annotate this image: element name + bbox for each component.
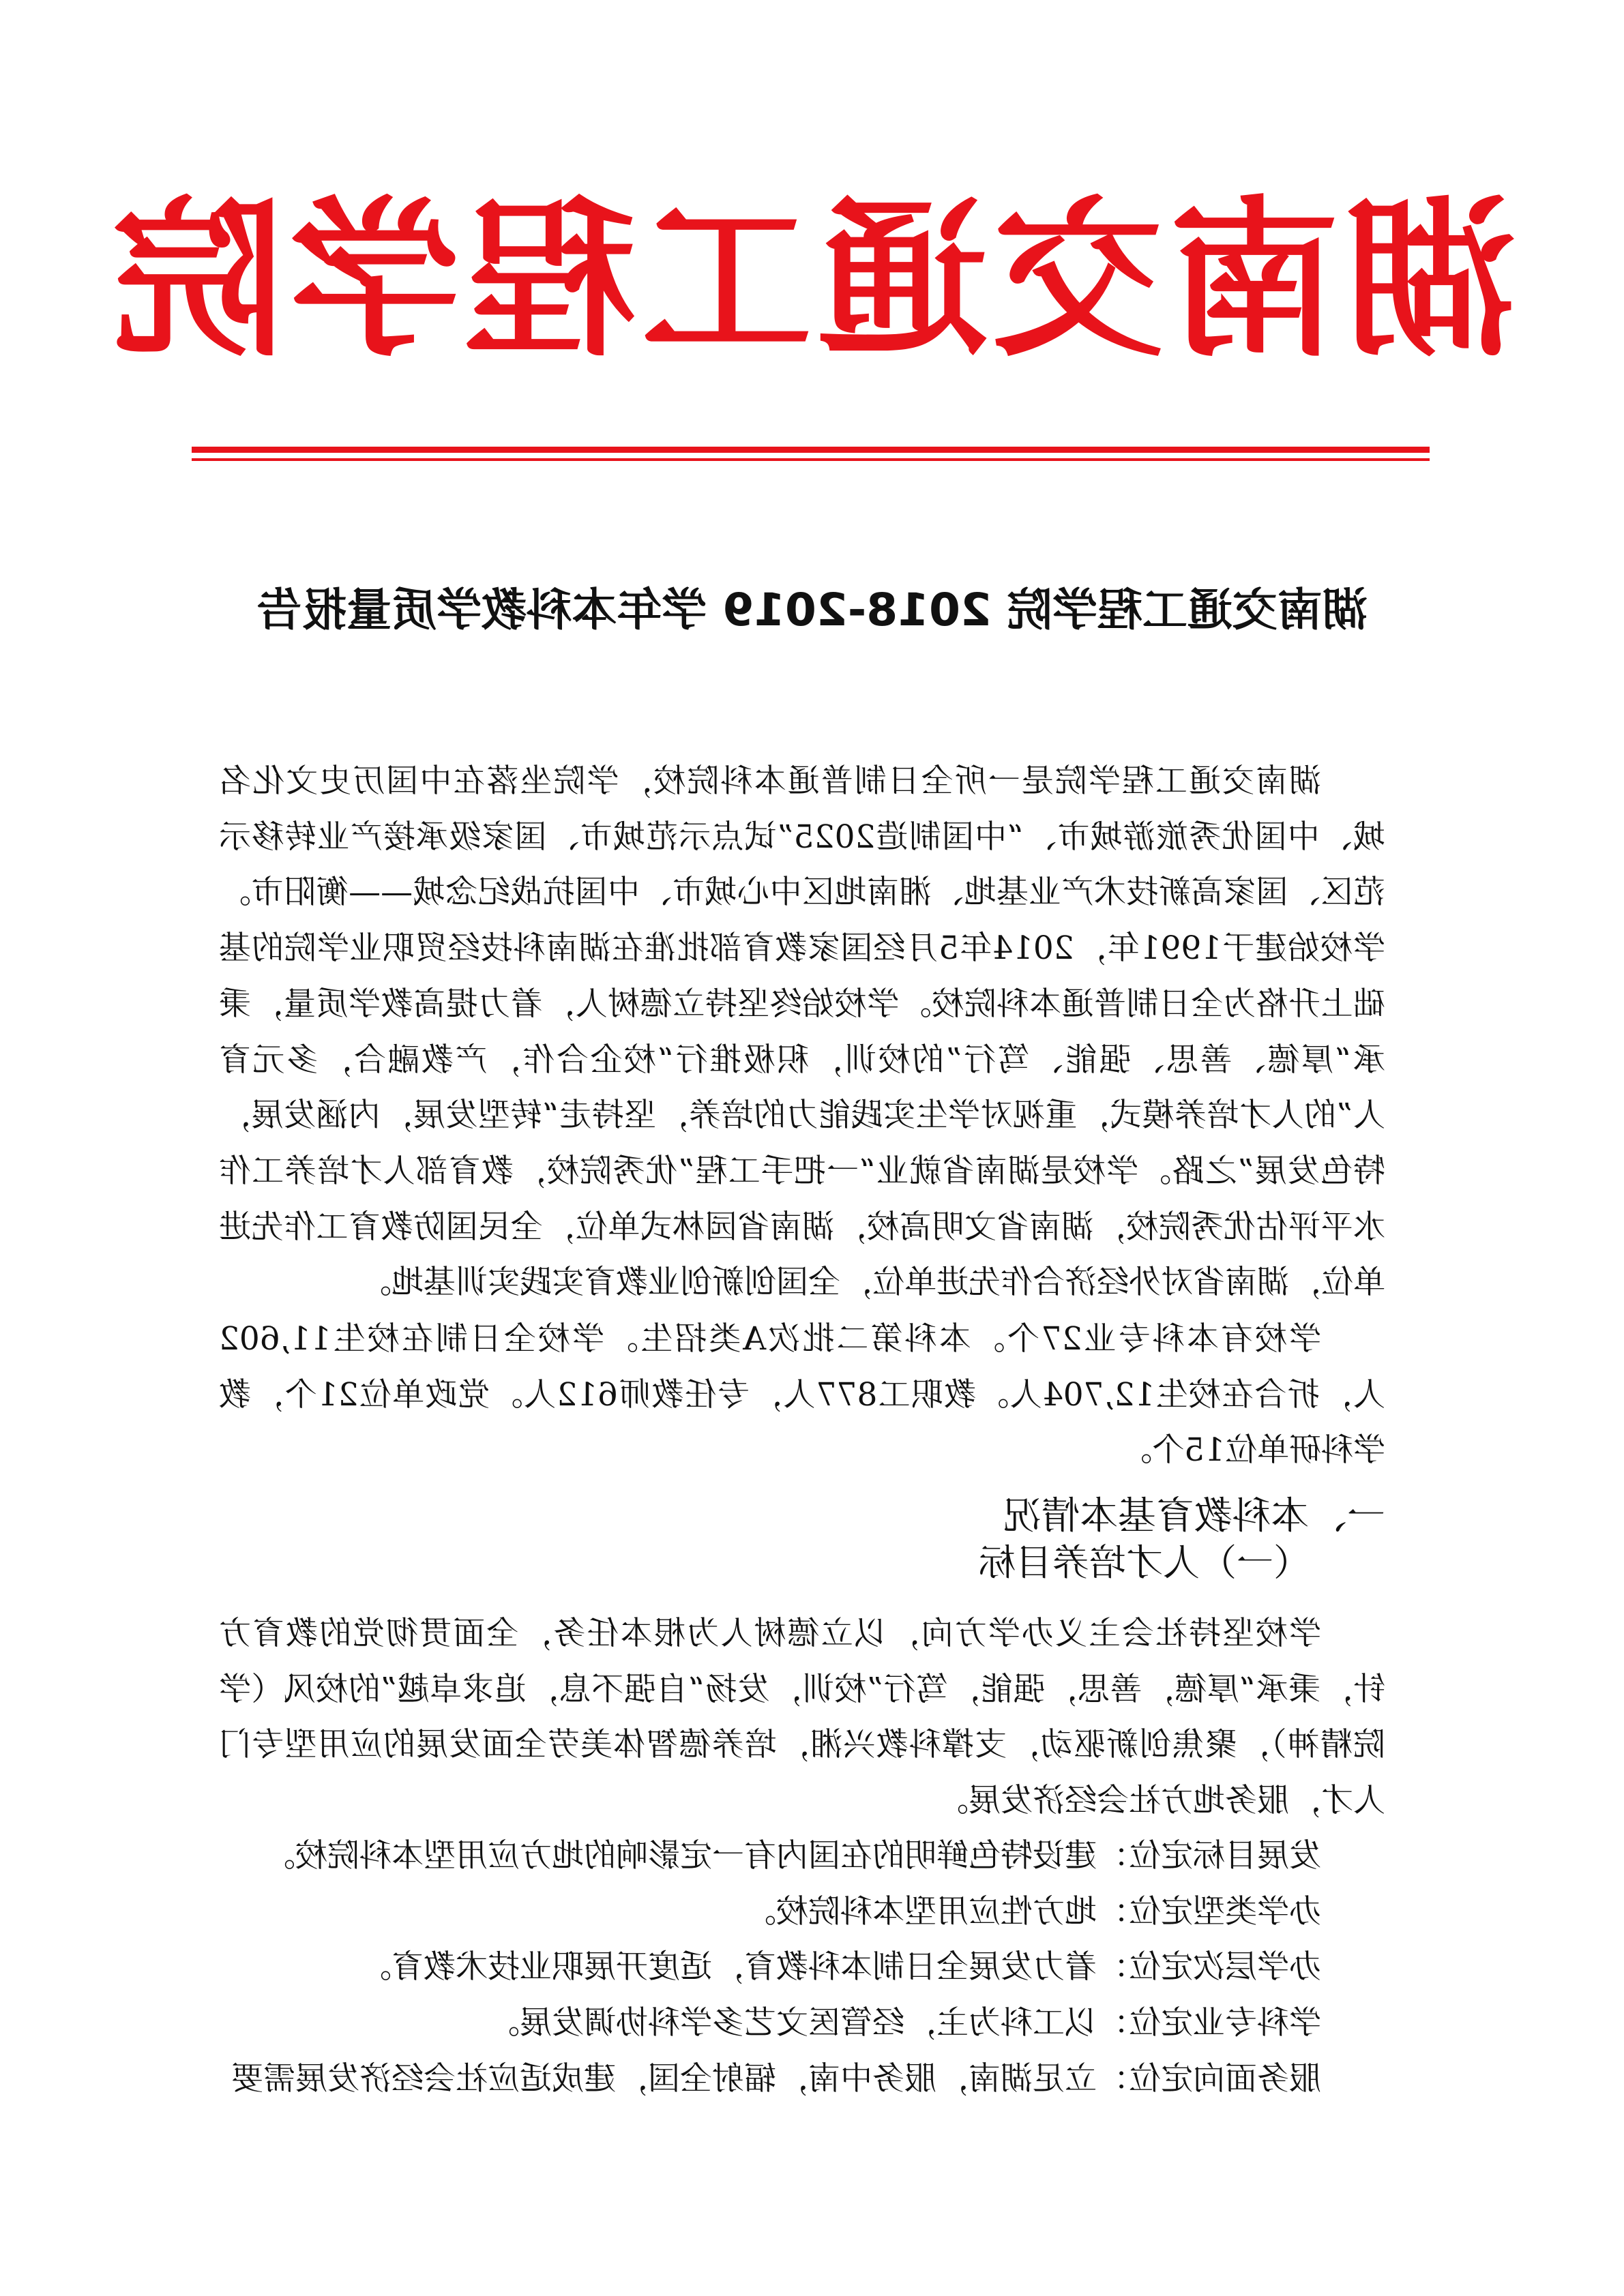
position-item: 学科专业定位：以工科为主，经管医文艺多学科协调发展。 [488,2004,1321,2042]
stats-paragraph: 学校有本科专业27个。本科第二批次A类招生。学校全日制在校生11,602人，折合在校生12,704人。教职工877人，专任教师612人。党政单位21个，教学科研单位15个。 [219,1320,1385,1470]
masthead-rule-thick [192,447,1430,453]
masthead-rule-thin [192,458,1430,461]
positioning-list [219,1828,1385,2107]
masthead-title: 湖南交通工程学院 [108,179,1516,380]
subsection-heading: （一）人才培养目标 [979,1541,1310,1584]
goal-section [219,1606,1385,1829]
position-item: 服务面向定位：立足湖南，服务中南，辐射全国，建成适应社会经济发展需要 [231,2059,1321,2098]
position-item: 发展目标定位：建设特色鲜明的在国内有一定影响的地方应用型本科院校。 [263,1837,1321,1875]
goal-paragraph: 学校坚持社会主义办学方向，以立德树人为根本任务，全面贯彻党的教育方针，秉承“厚德，善思，强能，笃行”校训，发扬“自强不息，追求卓越”的校风（学院精神），聚焦创新驱动，支撑科教兴湘，培养德智体美劳全面发展的应用型专门人才，服务地方社会经济发展。 [219,1615,1385,1820]
intro-paragraph: 湖南交通工程学院是一所全日制普通本科院校，学院坐落在中国历史文化名城、中国优秀旅游城市、“中国制造2025”试点示范城市、国家级承接产业转移示范区、国家高新技术产业基地、湘南地区中心城市、中国抗战纪念城——衡阳市。学校始建于1991年，2014年5月经国家教育部批准在湖南科技经贸职业学院的基础上升格为全日制普通本科院校。学校始终坚持立德树人，着力提高教学质量，秉承“厚德、善思、强能、笃行”的校训，积极推行“校企合作，产教融合，多元育人”的人才培养模式，重视对学生实践能力的培养，坚持走“转型发展，内涵发展，特色发展”之路。学校是湖南省就业“一把手工程”优秀院校，教育部人才培养工作水平评估优秀院校，湖南省文明高校，湖南省园林式单位，全民国防教育工作先进单位，湖南省对外经济合作先进单位，全国创新创业教育实践实训基地。 [219,762,1385,1302]
report-title: 湖南交通工程学院 2018-2019 学年本科教学质量报告 [256,584,1368,636]
stats-section [219,1311,1385,1478]
intro-section [219,754,1385,1311]
section-heading: 一、本科教育基本情况 [1003,1494,1385,1538]
position-item: 办学类型定位：地方性应用型本科院校。 [744,1892,1321,1930]
position-item: 办学层次定位：着力发展全日制本科教育，适度开展职业技术教育。 [359,1948,1321,1986]
